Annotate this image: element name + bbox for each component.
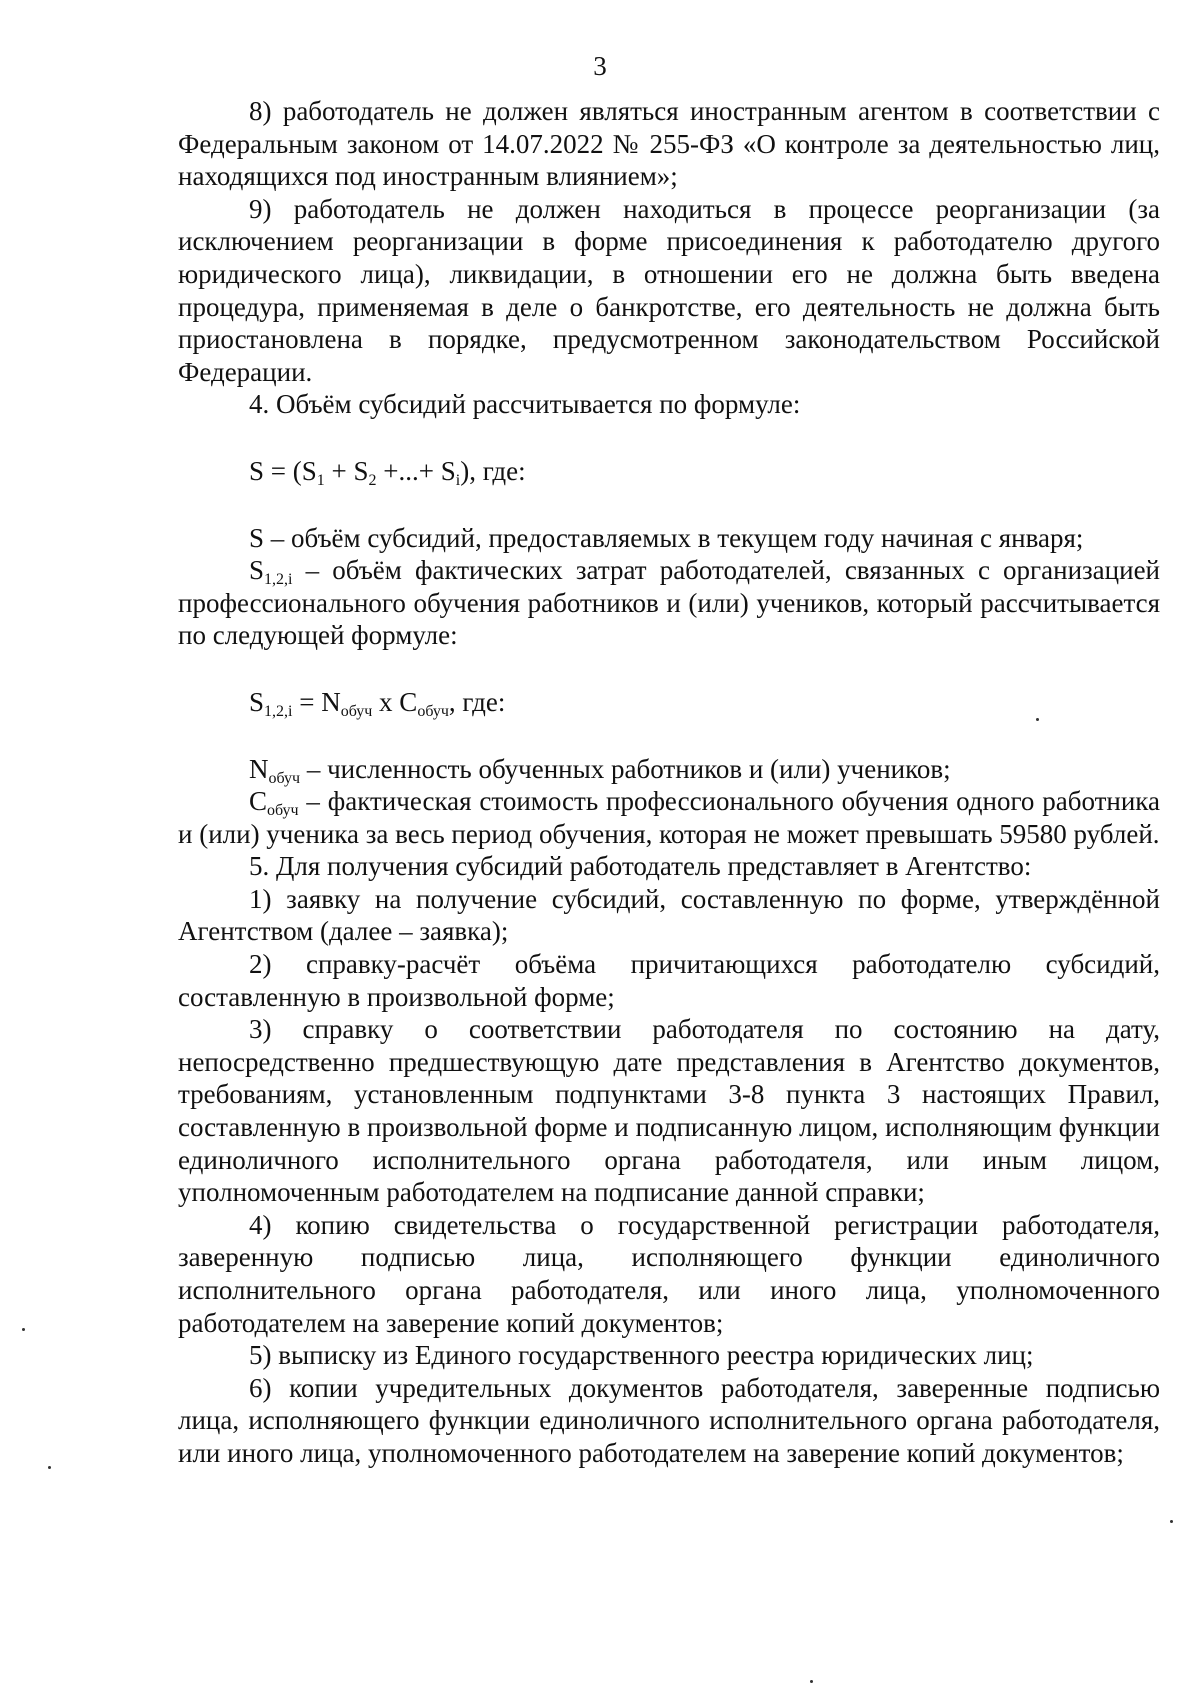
definition-c: $С_{обуч}$ – фактическая стоимость профессионального обучения одного работника и (или) ученика за весь период обучения, которая не может превышать 59580 рублей. [178,786,1160,849]
paragraph-item-9: 9) работодатель не должен находиться в процессе реорганизации (за исключением реорганизации в форме присоединения к работодателю другого юридического лица), ликвидации, в отношении его не должна быть введена процедура, применяемая в деле о банкротстве, его деятельность не должна быть приостановлена в порядке, предусмотренном законодательством Российской Федерации. [178,193,1160,387]
scan-speck [1170,1520,1173,1523]
list-item-2: 2) справку-расчёт объёма причитающихся работодателю субсидий, составленную в произвольной форме; [178,949,1160,1012]
list-item-4: 4) копию свидетельства о государственной регистрации работодателя, заверенную подписью лица, исполняющего функции единоличного исполнительного органа работодателя, или иного лица, уполномоченного работодателем на заверение копий документов; [178,1209,1160,1338]
scan-speck [22,1328,25,1331]
list-item-1: 1) заявку на получение субсидий, составленную по форме, утверждённой Агентством (далее – заявка); [178,883,1160,947]
paragraph-item-8: 8) работодатель не должен являться иностранным агентом в соответствии с Федеральным законом от 14.07.2022 № 255-ФЗ «О контроле за деятельностью лиц, находящихся под иностранным влиянием»; [178,96,1160,192]
scan-speck [48,1466,51,1469]
definition-n: $N_{обуч}$ – численность обученных работников и (или) учеников; [249,753,951,787]
paragraph-5: 5. Для получения субсидий работодатель представляет в Агентство: [249,851,1032,882]
formula-total-subsidy: $S = (S_1 + S_2$ +...+ $S_i$), где: [249,455,526,489]
list-item-5: 5) выписку из Единого государственного реестра юридических лиц; [249,1340,1034,1371]
scan-speck [1036,718,1039,721]
paragraph-4: 4. Объём субсидий рассчитывается по формуле: [249,389,801,420]
definition-s: S – объём субсидий, предоставляемых в текущем году начиная с января; [249,522,1084,553]
list-item-6: 6) копии учредительных документов работодателя, заверенные подписью лица, исполняющего функции единоличного исполнительного органа работодателя, или иного лица, уполномоченного работодателем на заверение копий документов; [178,1372,1160,1468]
page-number: 3 [593,51,607,81]
document-body [178,95,1160,1470]
formula-costs: $S_{1,2,i} = N_{обуч}$ х $С_{обуч}$, где: [249,686,506,720]
scan-speck [810,1680,813,1683]
definition-s12i: $S_{1,2,i}$ – объём фактических затрат работодателей, связанных с организацией профессионального обучения работников и (или) учеников, который рассчитывается по следующей формуле: [178,555,1160,651]
list-item-3: 3) справку о соответствии работодателя по состоянию на дату, непосредственно предшествующую дате представления в Агентство документов, требованиям, установленным подпунктами 3-8 пункта 3 настоящих Правил, составленную в произвольной форме и подписанную лицом, исполняющим функции единоличного исполнительного органа работодателя, или иным лицом, уполномоченным работодателем на подписание данной справки; [178,1014,1160,1208]
